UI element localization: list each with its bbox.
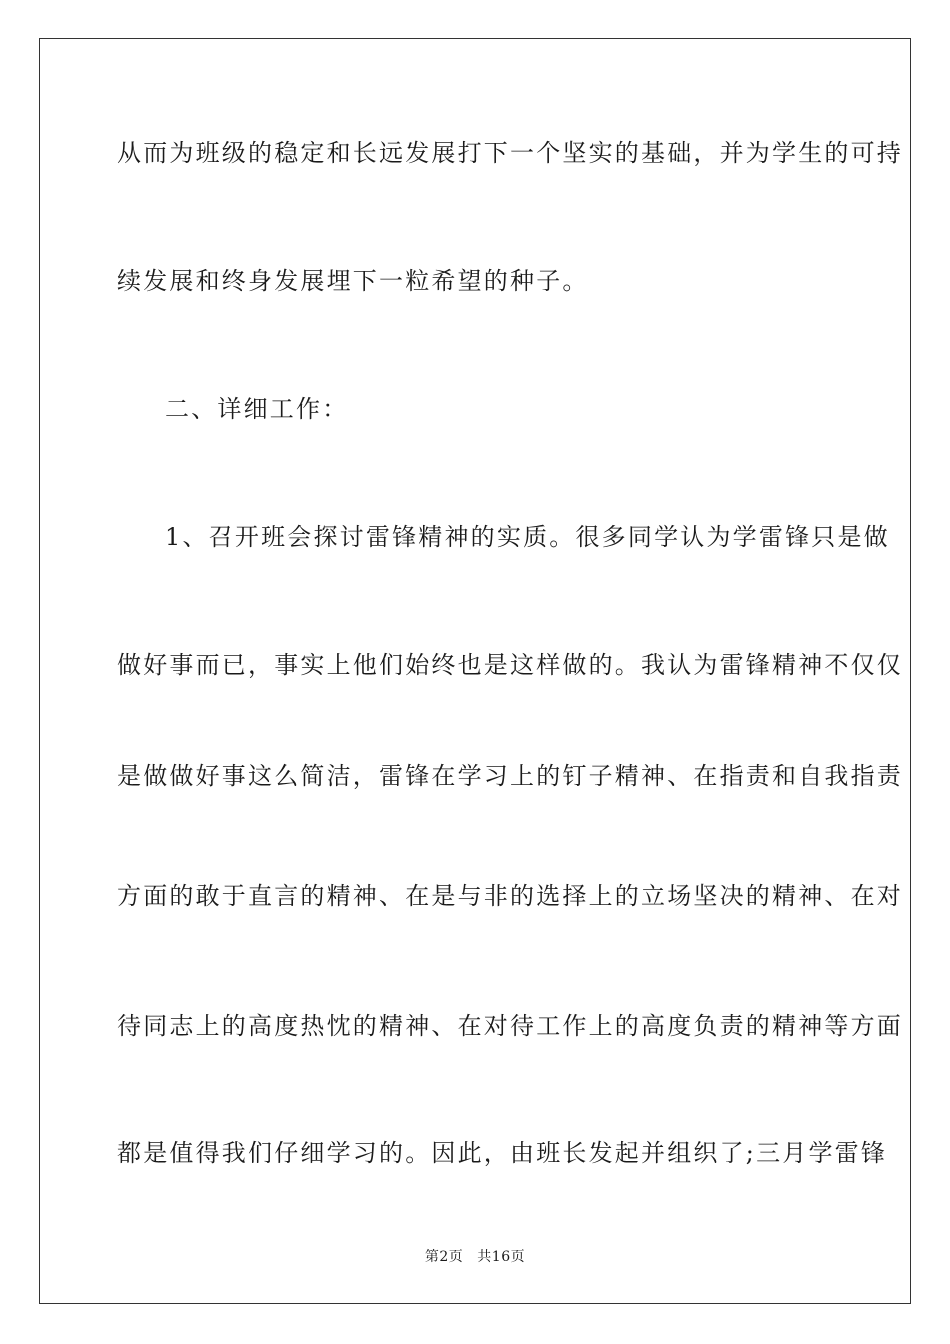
body-line-6: 是做做好事这么简洁，雷锋在学习上的钉子精神、在指责和自我指责: [117, 762, 903, 790]
page-total: 共16页: [477, 1249, 526, 1265]
page-footer: [0, 1248, 950, 1266]
section-heading: 二、详细工作：: [165, 395, 349, 423]
page-number: 第2页: [424, 1249, 464, 1265]
body-line-5: 做好事而已，事实上他们始终也是这样做的。我认为雷锋精神不仅仅: [117, 651, 903, 679]
body-line-7: 方面的敢于直言的精神、在是与非的选择上的立场坚决的精神、在对: [117, 882, 903, 910]
body-line-9: 都是值得我们仔细学习的。因此，由班长发起并组织了;三月学雷锋: [117, 1139, 888, 1167]
body-line-2: 续发展和终身发展埋下一粒希望的种子。: [117, 267, 589, 295]
body-line-8: 待同志上的高度热忱的精神、在对待工作上的高度负责的精神等方面: [117, 1012, 903, 1040]
body-line-4: 1、召开班会探讨雷锋精神的实质。很多同学认为学雷锋只是做: [165, 523, 890, 551]
body-line-1: 从而为班级的稳定和长远发展打下一个坚实的基础，并为学生的可持: [117, 139, 903, 167]
